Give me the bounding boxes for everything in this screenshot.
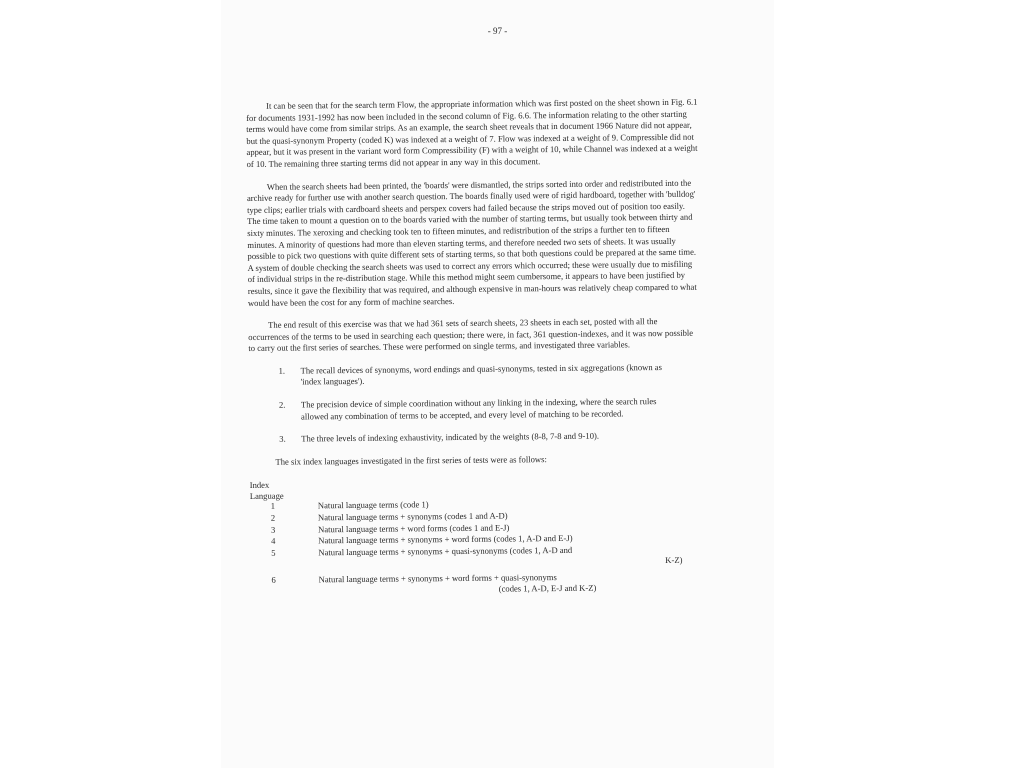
list-item-number: 2. (278, 399, 286, 410)
document-page (221, 0, 774, 768)
list-item-number: 1. (278, 365, 286, 376)
language-code: 5 (271, 547, 276, 558)
paragraph-flow-example: It can be seen that for the search term Flow, the appropriate information which was first posted on the sheet shown in Fig. 6.1 for documents 1931-1992 has now been included in the second column of Fig. 6.6. The information relating to the other starting terms would have come from similar strips. As an example, the search sheet reveals that in document 1966 Nature did not appear, but the quasi-synonym Property (coded K) was indexed at a weight of 7. Flow was indexed at a weight of 9. Compressible did not appear, but it was present in the variant word form Compressibility (F) with a weight of 10, while Channel was indexed at a weight of 10. The remaining three starting terms did not appear in any way in this document. (246, 96, 698, 169)
language-description-line: Natural language terms + synonyms + word forms + quasi-synonyms (318, 571, 557, 585)
paragraph-end-result: The end result of this exercise was that we had 361 sets of search sheets, 23 sheets in each set, posted with all the occurrences of the terms to be used in searching each question; there were, in fact, 361 question-indexes, and it was now possible to carry out the first series of searches. These were performed on single terms, and investigated three variables. (248, 316, 694, 354)
list-item-text: The precision device of simple coordination without any linking in the indexing, where the search rules allowed any combination of terms to be accepted, and every level of matching to be recorded. (300, 396, 657, 422)
language-description-continuation: (codes 1, A-D, E-J and K-Z) (498, 582, 597, 594)
list-item-text: The recall devices of synonyms, word endings and quasi-synonyms, tested in six aggregations (known as 'index languages'). (300, 361, 662, 387)
language-description-continuation: K-Z) (665, 555, 683, 566)
list-item-number: 3. (279, 433, 286, 444)
paragraph-search-boards: When the search sheets had been printed, the 'boards' were dismantled, the strips sorted into order and redistributed into the archive ready for further use with another search question. The boards finally used were of rigid hardboard, together with 'bulldog' type clips; earlier trials with cardboard sheets and perspex covers had failed because the strips moved out of position too easily. The time taken to mount a question on to the boards varied with the number of starting terms, but usually took between thirty and sixty minutes. The xeroxing and checking took ten to fifteen minutes, and redistribution of the strips a further ten to fifteen minutes. A minority of questions had more than eleven starting terms, and therefore needed two sets of sheets. It was usually possible to pick two questions with quite different sets of starting terms, so that both questions could be prepared at the same time. A system of double checking the search sheets was used to correct any errors which occurred; these were usually due to misfiling of individual strips in the re-distribution stage. While this method might seem cumbersome, it appears to have been justified by results, since it gave the flexibility that was required, and although expensive in man-hours was relatively cheap compared to what would have been the cost for any form of machine searches. (246, 177, 697, 308)
list-item (249, 430, 701, 446)
index-language-table (250, 476, 703, 598)
language-code: 4 (271, 535, 276, 546)
language-description: Natural language terms (code 1) (317, 499, 429, 511)
language-description (319, 571, 689, 598)
table-intro: The six index languages investigated in the first series of tests were as follows: (275, 453, 547, 467)
language-code: 2 (270, 512, 276, 523)
page-number: - 97 - (487, 26, 508, 36)
list-item (249, 362, 701, 390)
body-text (246, 97, 703, 598)
language-description: Natural language terms + synonyms + word forms (codes 1, A-D and E-J) (318, 533, 573, 546)
list-item-text: The three levels of indexing exhaustivity, indicated by the weights (8-8, 7-8 and 9-10). (301, 430, 600, 444)
table-header-index: Index (249, 480, 270, 491)
language-code: 1 (270, 501, 276, 512)
language-description: Natural language terms + word forms (codes 1 and E-J) (318, 522, 510, 534)
table-row (250, 543, 702, 570)
language-code: 3 (270, 524, 276, 535)
language-code: 6 (271, 574, 276, 585)
variables-list (249, 362, 702, 446)
table-row (251, 570, 703, 597)
list-item (249, 396, 701, 424)
table-header-language: Language (249, 490, 284, 501)
language-description: Natural language terms + synonyms (codes 1 and A-D) (317, 510, 508, 523)
language-description-line: Natural language terms + synonyms + quasi-synonyms (codes 1, A-D and (318, 544, 573, 558)
language-description (318, 544, 688, 571)
